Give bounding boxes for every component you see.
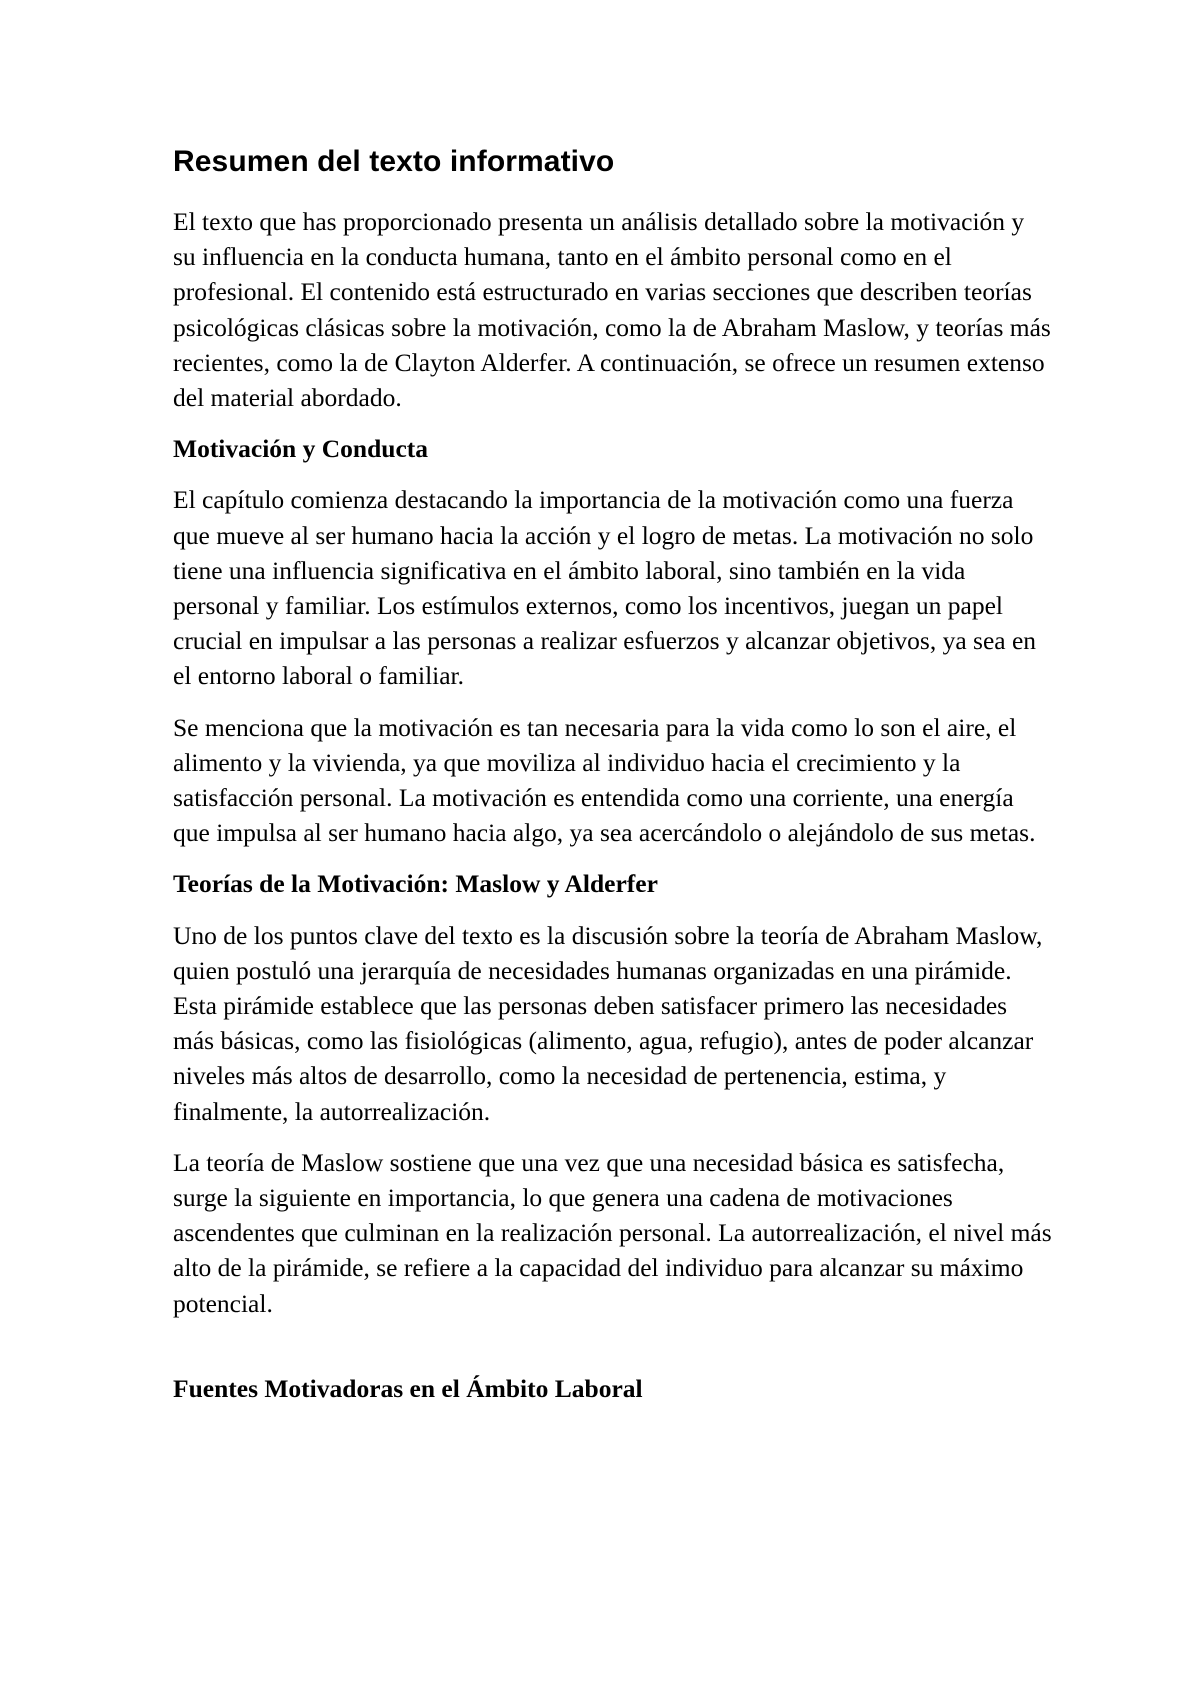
section-heading-motivacion-conducta: Motivación y Conducta	[173, 434, 428, 464]
paragraph: El capítulo comienza destacando la importancia de la motivación como una fuerza que mueve al ser humano hacia la acción y el logro de metas. La motivación no solo tiene una influencia significativa en el ámbito laboral, sino también en la vida personal y familiar. Los estímulos externos, como los incentivos, juegan un papel crucial en impulsar a las personas a realizar esfuerzos y alcanzar objetivos, ya sea en el entorno laboral o familiar.	[173, 485, 1037, 691]
section-heading-fuentes-motivadoras: Fuentes Motivadoras en el Ámbito Laboral	[173, 1373, 643, 1403]
section-heading-teorias-motivacion: Teorías de la Motivación: Maslow y Alderfer	[173, 869, 658, 899]
paragraph: Se menciona que la motivación es tan necesaria para la vida como lo son el aire, el alimento y la vivienda, ya que moviliza al individuo hacia el crecimiento y la satisfacción personal. La motivación es entendida como una corriente, una energía que impulsa al ser humano hacia algo, ya sea acercándolo o alejándolo de sus metas.	[173, 712, 1036, 848]
document-body	[173, 142, 1053, 1422]
document-title: Resumen del texto informativo	[173, 145, 615, 178]
paragraph: Uno de los puntos clave del texto es la discusión sobre la teoría de Abraham Maslow, quien postuló una jerarquía de necesidades humanas organizadas en una pirámide. Esta pirámide establece que las personas deben satisfacer primero las necesidades más básicas, como las fisiológicas (alimento, agua, refugio), antes de poder alcanzar niveles más altos de desarrollo, como la necesidad de pertenencia, estima, y finalmente, la autorrealización.	[173, 920, 1043, 1126]
paragraph: La teoría de Maslow sostiene que una vez que una necesidad básica es satisfecha, surge la siguiente en importancia, lo que genera una cadena de motivaciones ascendentes que culminan en la realización personal. La autorrealización, el nivel más alto de la pirámide, se refiere a la capacidad del individuo para alcanzar su máximo potencial.	[173, 1147, 1052, 1318]
intro-paragraph: El texto que has proporcionado presenta un análisis detallado sobre la motivación y su influencia en la conducta humana, tanto en el ámbito personal como en el profesional. El contenido está estructurado en varias secciones que describen teorías psicológicas clásicas sobre la motivación, como la de Abraham Maslow, y teorías más recientes, como la de Clayton Alderfer. A continuación, se ofrece un resumen extenso del material abordado.	[173, 207, 1051, 413]
